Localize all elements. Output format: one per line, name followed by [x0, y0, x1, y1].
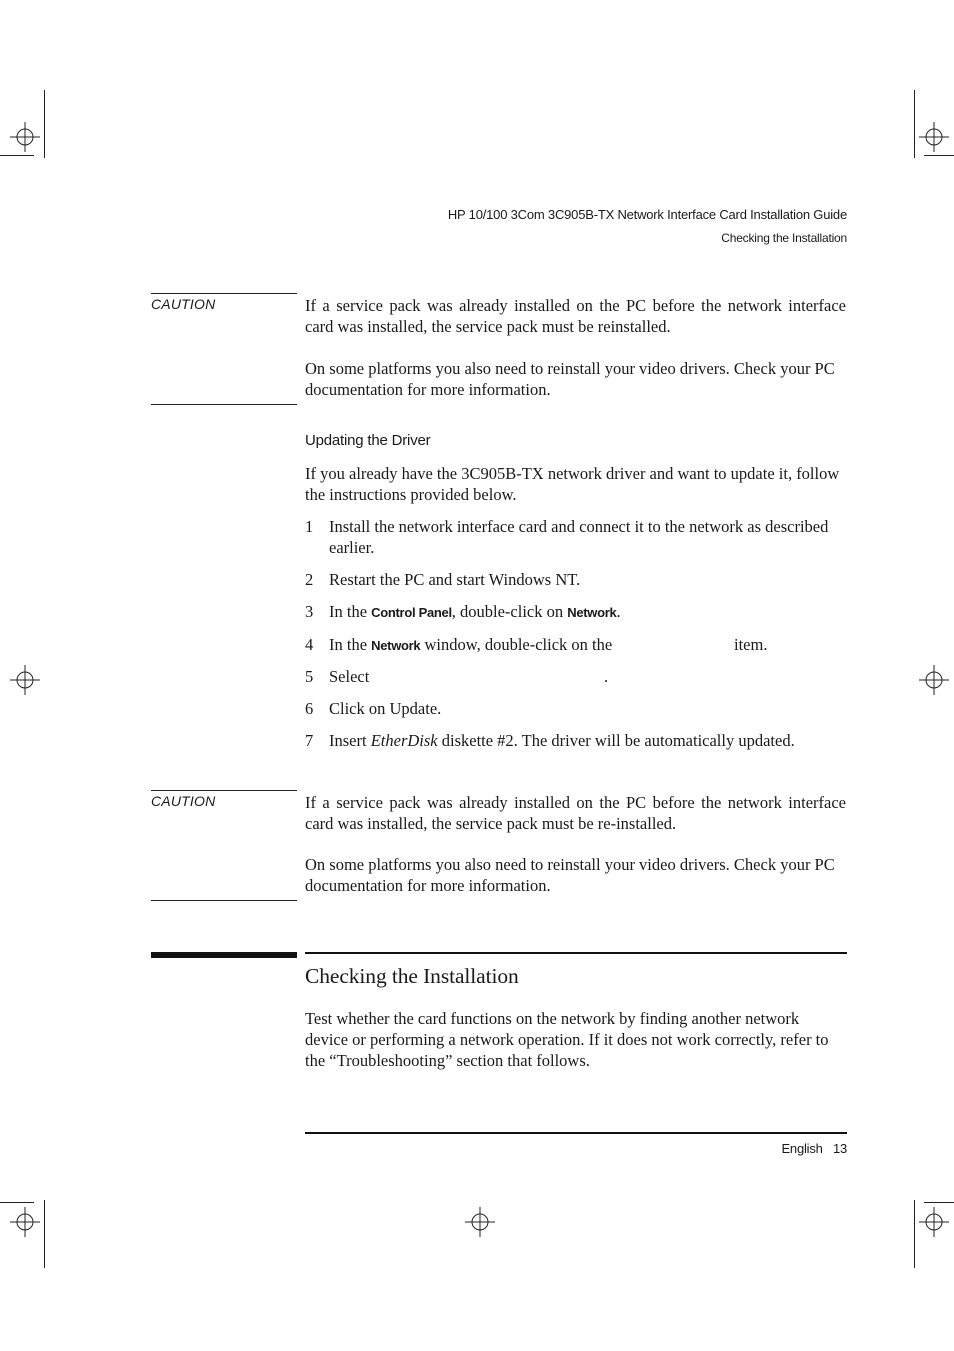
registration-mark-icon [10, 1207, 40, 1237]
section-title: Checking the Installation [305, 964, 519, 988]
footer-rule [305, 1132, 847, 1134]
caution-top-rule [151, 293, 297, 294]
ui-term-network: Network [371, 638, 421, 653]
caution-paragraph: If a service pack was already installed on the PC before the network interface card was installed, the service pack must be reinstalled. [305, 296, 846, 336]
section-margin-bar [151, 952, 297, 958]
list-item [305, 730, 846, 772]
step-number: 6 [305, 699, 314, 718]
step-number: 5 [305, 667, 314, 686]
page-number: 13 [832, 1141, 847, 1156]
step-text: Click on Update. [329, 699, 442, 718]
step-text: Install the network interface card and connect it to the network as described earlier. [329, 517, 829, 557]
running-header-subtitle: Checking the Installation [721, 231, 847, 245]
step-text-end: . [604, 667, 609, 686]
registration-mark-icon [465, 1207, 495, 1237]
list-item [305, 516, 846, 558]
list-item [305, 666, 846, 687]
step-text: Select [329, 667, 370, 686]
step-text: Insert EtherDisk diskette #2. The driver will be automatically updated. [329, 731, 795, 750]
step-number: 7 [305, 731, 314, 750]
product-name: EtherDisk [370, 731, 438, 750]
list-item [305, 634, 846, 655]
section-rule [305, 952, 847, 954]
list-item [305, 698, 846, 719]
page-footer [781, 1141, 847, 1156]
step-number: 4 [305, 635, 314, 654]
caution-bottom-rule [151, 900, 297, 901]
step-text-end: item. [734, 635, 768, 654]
registration-mark-icon [919, 665, 949, 695]
caution-paragraph: If a service pack was already installed on the PC before the network interface card was installed, the service pack must be re-installed. [305, 793, 846, 833]
step-number: 2 [305, 570, 314, 589]
list-item [305, 569, 846, 590]
registration-mark-icon [919, 122, 949, 152]
footer-language: English [781, 1141, 823, 1156]
caution-paragraph: On some platforms you also need to reinstall your video drivers. Check your PC documentation for more information. [305, 855, 835, 895]
caution-bottom-rule [151, 404, 297, 405]
list-item [305, 601, 846, 622]
step-text: In the Control Panel, double-click on Network. [329, 602, 621, 621]
registration-mark-icon [10, 122, 40, 152]
step-text: Restart the PC and start Windows NT. [329, 570, 581, 589]
caution-top-rule [151, 790, 297, 791]
section-body: Test whether the card functions on the network by finding another network device or performing a network operation. If it does not work correctly, refer to the “Troubleshooting” section that follows. [305, 1009, 829, 1070]
registration-mark-icon [919, 1207, 949, 1237]
step-number: 3 [305, 602, 314, 621]
intro-paragraph: If you already have the 3C905B-TX network driver and want to update it, follow the instructions provided below. [305, 464, 840, 504]
step-number: 1 [305, 517, 314, 536]
ui-term-network: Network [567, 605, 617, 620]
running-header-title: HP 10/100 3Com 3C905B-TX Network Interface Card Installation Guide [447, 207, 847, 222]
caution-label: CAUTION [151, 296, 216, 312]
step-text: In the Network window, double-click on the [329, 635, 613, 654]
ui-term-control-panel: Control Panel [371, 605, 452, 620]
registration-mark-icon [10, 665, 40, 695]
section-subheading: Updating the Driver [305, 432, 431, 449]
caution-label: CAUTION [151, 793, 216, 809]
caution-paragraph: On some platforms you also need to reinstall your video drivers. Check your PC documentation for more information. [305, 359, 835, 399]
